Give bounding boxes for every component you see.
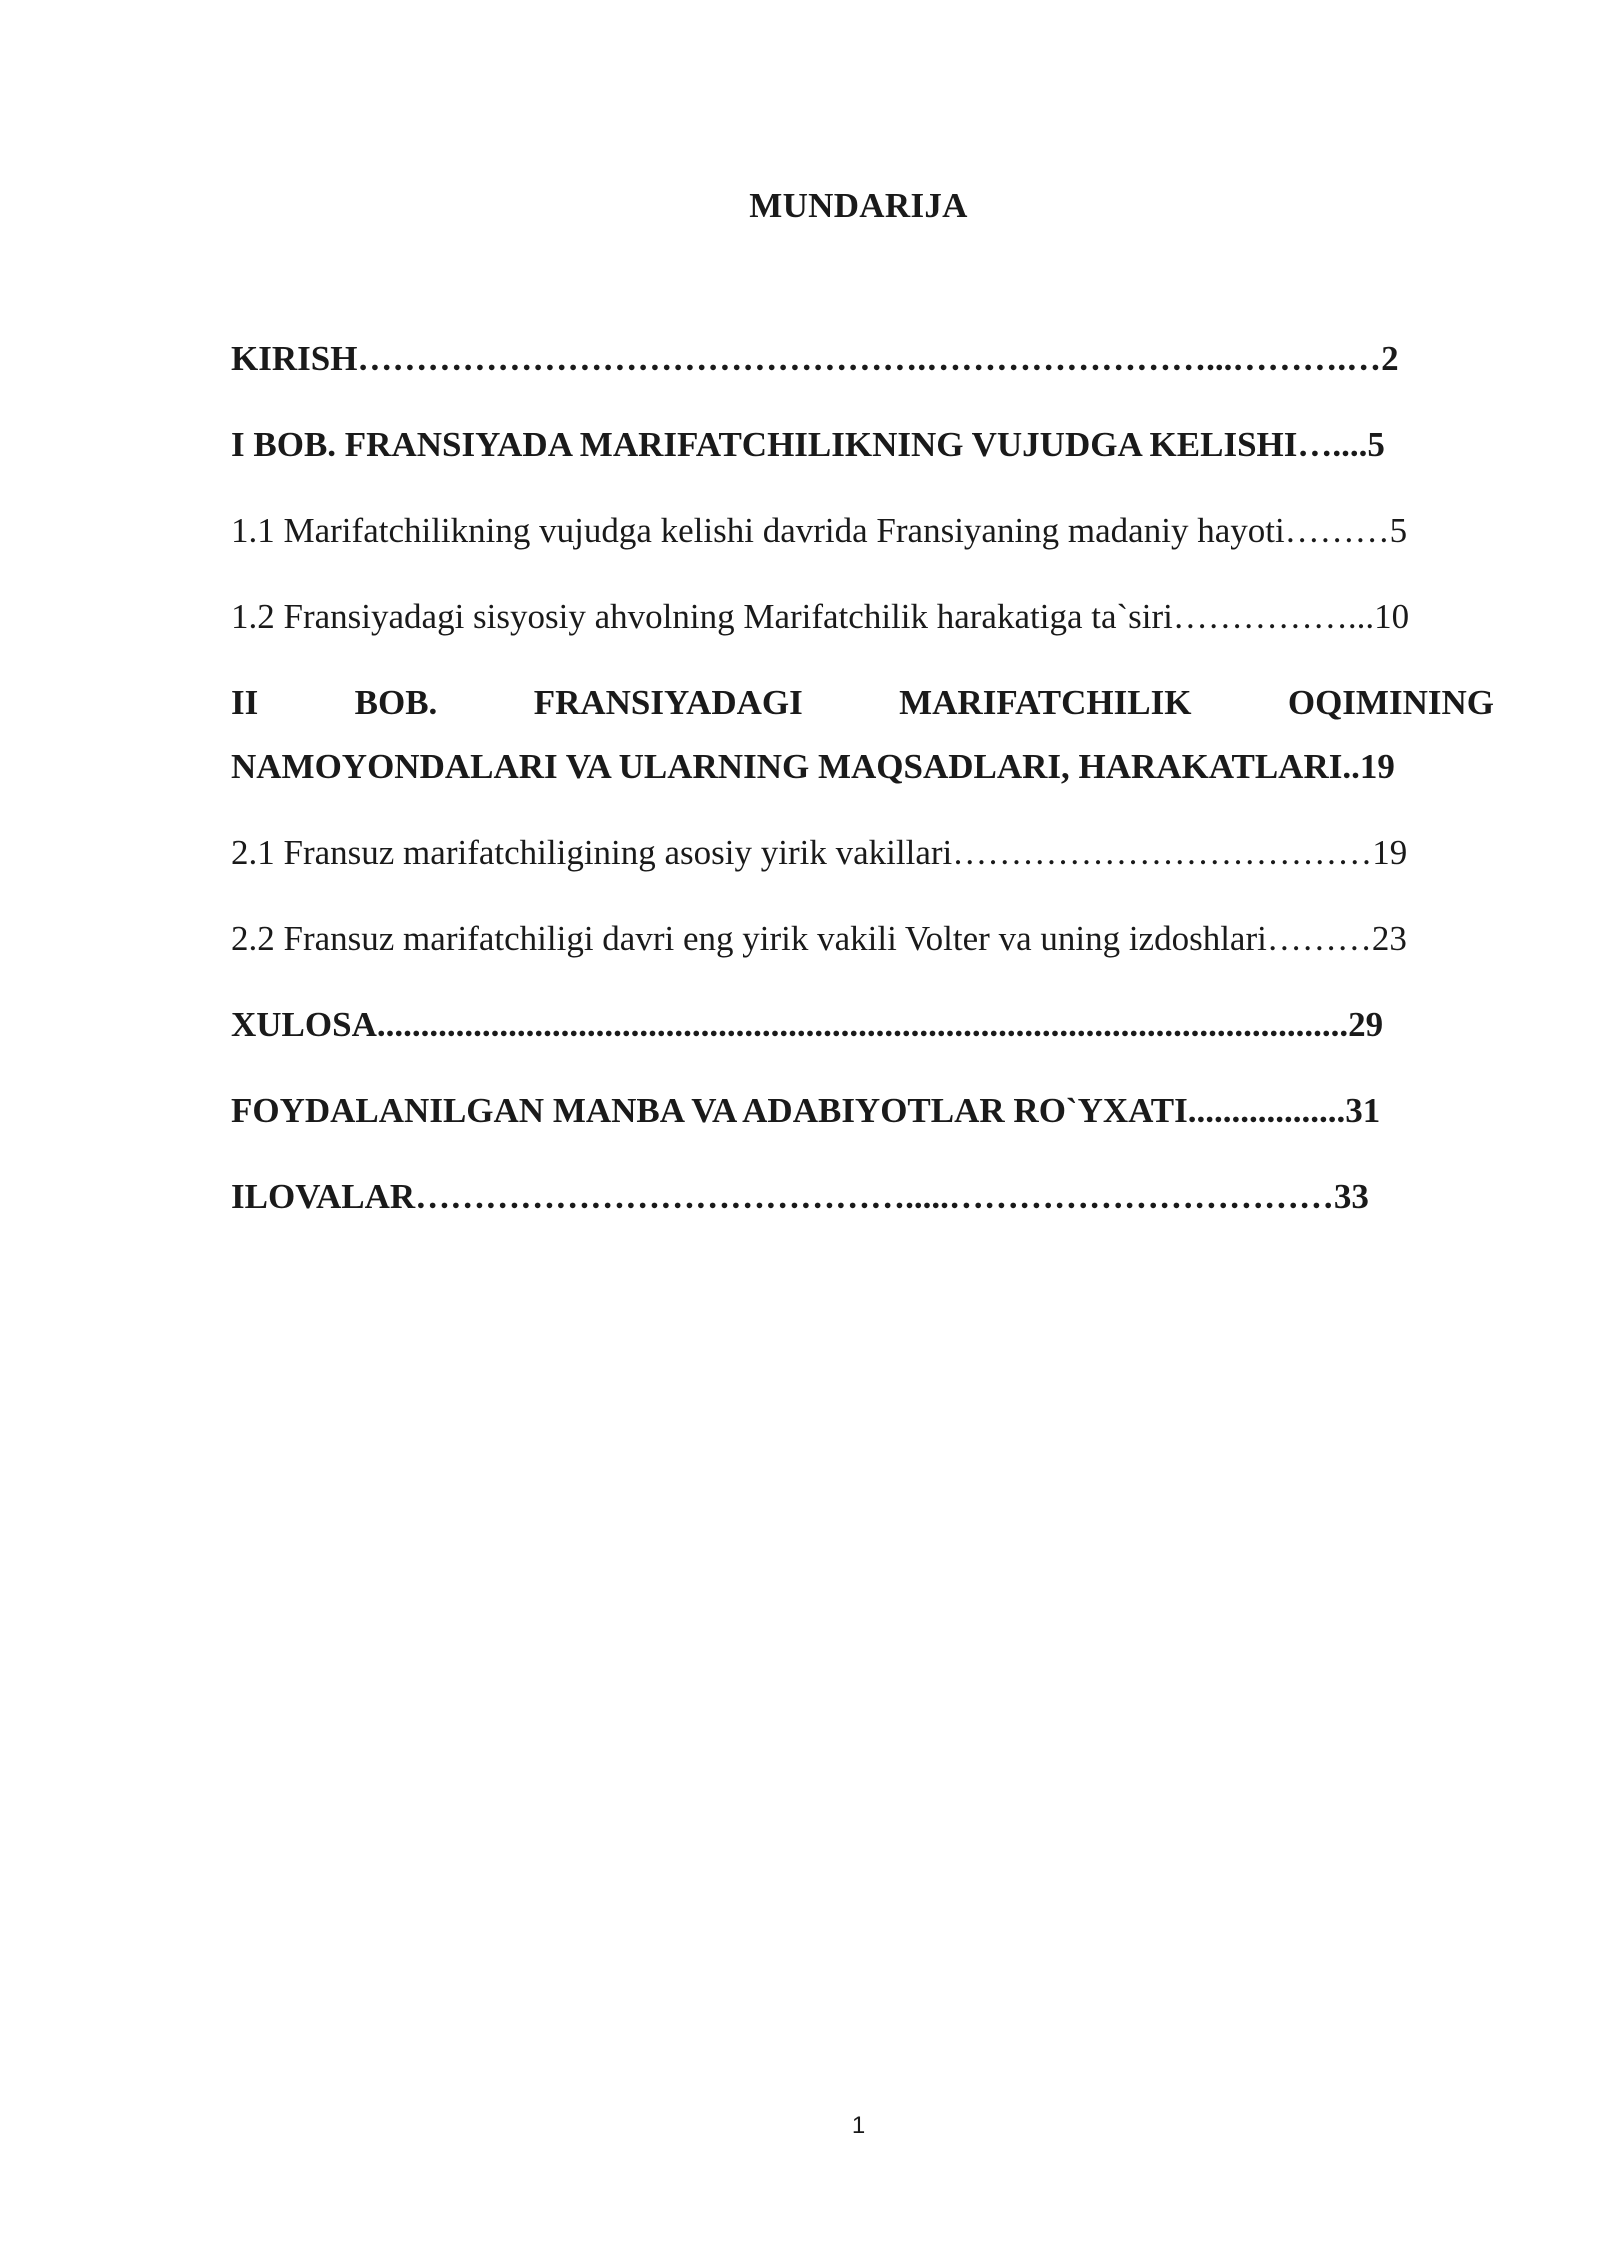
toc-word: FRANSIYADAGI xyxy=(533,683,803,722)
page-number: 1 xyxy=(851,2112,866,2139)
toc-entry-bibliography: FOYDALANILGAN MANBA VA ADABIYOTLAR RO`YXATI..................31 xyxy=(231,1091,1381,1130)
page-title: MUNDARIJA xyxy=(749,186,968,225)
toc-entry-chapter-2-line-1 xyxy=(231,681,1494,725)
toc-entry-section-1-2: 1.2 Fransiyadagi sisyosiy ahvolning Marifatchilik harakatiga ta`siri……………...10 xyxy=(231,597,1410,636)
toc-entry-xulosa: XULOSA...............................................................................................................29 xyxy=(231,1005,1384,1044)
toc-entry-chapter-2-line-2: NAMOYONDALARI VA ULARNING MAQSADLARI, HARAKATLARI..19 xyxy=(231,747,1395,786)
toc-word: BOB. xyxy=(354,683,438,722)
toc-word: MARIFATCHILIK xyxy=(899,683,1192,722)
toc-entry-kirish: KIRISH………………………………………….……………………...……….…2 xyxy=(231,339,1399,378)
toc-entry-section-2-2: 2.2 Fransuz marifatchiligi davri eng yirik vakili Volter va uning izdoshlari………23 xyxy=(231,919,1407,958)
toc-entry-chapter-1: I BOB. FRANSIYADA MARIFATCHILIKNING VUJUDGA KELISHI…....5 xyxy=(231,425,1385,464)
toc-word: OQIMINING xyxy=(1287,683,1494,722)
toc-entry-ilovalar: ILOVALAR…………………………………….....……………………………33 xyxy=(231,1177,1369,1216)
toc-word: II xyxy=(231,683,259,722)
toc-entry-section-2-1: 2.1 Fransuz marifatchiligining asosiy yirik vakillari………………………………19 xyxy=(231,833,1408,872)
toc-entry-section-1-1: 1.1 Marifatchilikning vujudga kelishi davrida Fransiyaning madaniy hayoti………5 xyxy=(231,511,1408,550)
